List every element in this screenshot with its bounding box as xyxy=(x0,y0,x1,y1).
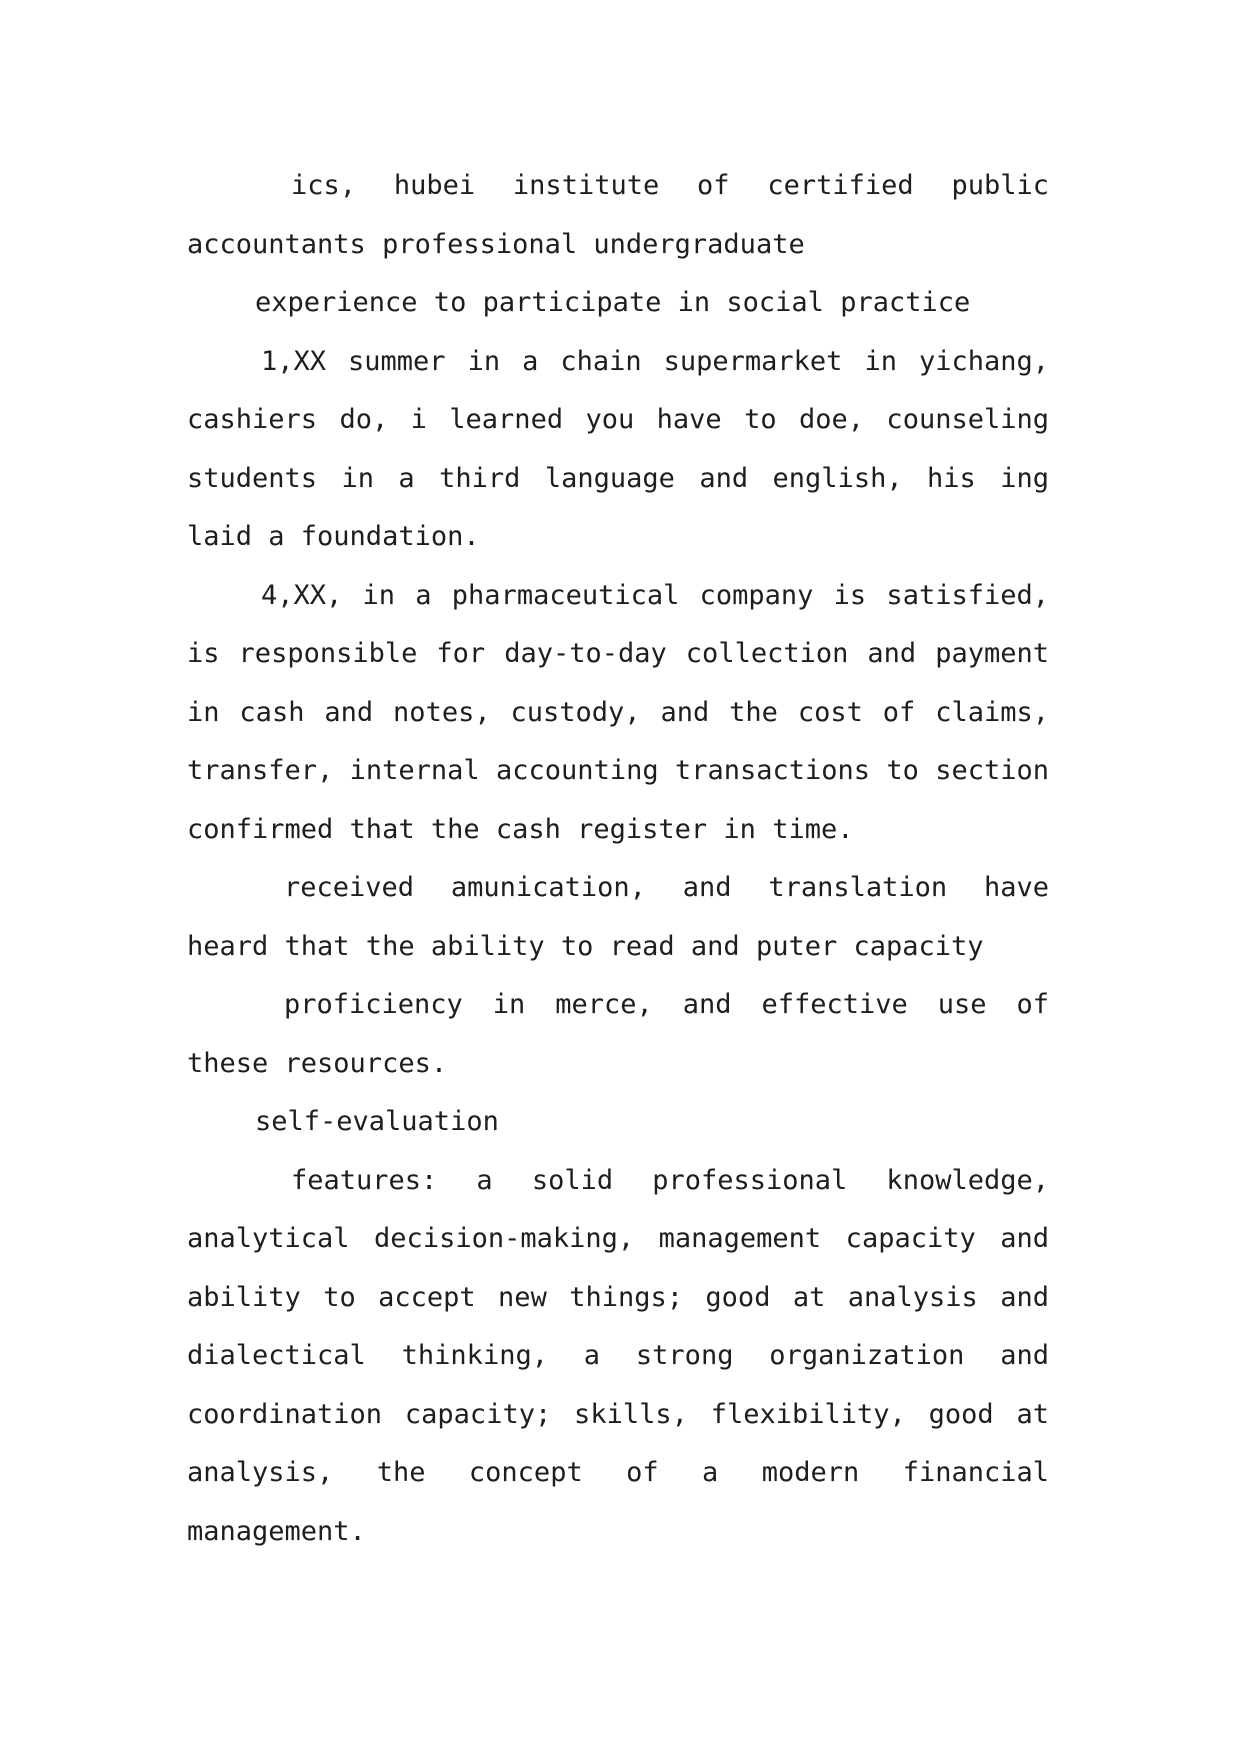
paragraph-supermarket: 1,XX summer in a chain supermarket in yichang, cashiers do, i learned you have to doe, counseling students in a third language and english, his ing laid a foundation. xyxy=(187,345,1049,552)
paragraph-practice-heading: experience to participate in social practice xyxy=(255,287,971,318)
paragraph-proficiency: proficiency in merce, and effective use of these resources. xyxy=(187,989,1049,1079)
paragraph-self-evaluation-heading: self-evaluation xyxy=(255,1106,499,1137)
paragraph-pharmaceutical: 4,XX, in a pharmaceutical company is satisfied, is responsible for day-to-day collection and payment in cash and notes, custody, and the cost of claims, transfer, internal accounting transactions to section confirmed that the cash register in time. xyxy=(187,579,1049,845)
document-body xyxy=(187,157,1049,1561)
paragraph-features: features: a solid professional knowledge, analytical decision-making, management capacity and ability to accept new things; good at analysis and dialectical thinking, a strong organization and coordination capacity; skills, flexibility, good at analysis, the concept of a modern financial management. xyxy=(187,1164,1049,1547)
paragraph-education: ics, hubei institute of certified public accountants professional undergraduate xyxy=(187,170,1049,260)
paragraph-communication: received amunication, and translation have heard that the ability to read and puter capacity xyxy=(187,872,1049,962)
